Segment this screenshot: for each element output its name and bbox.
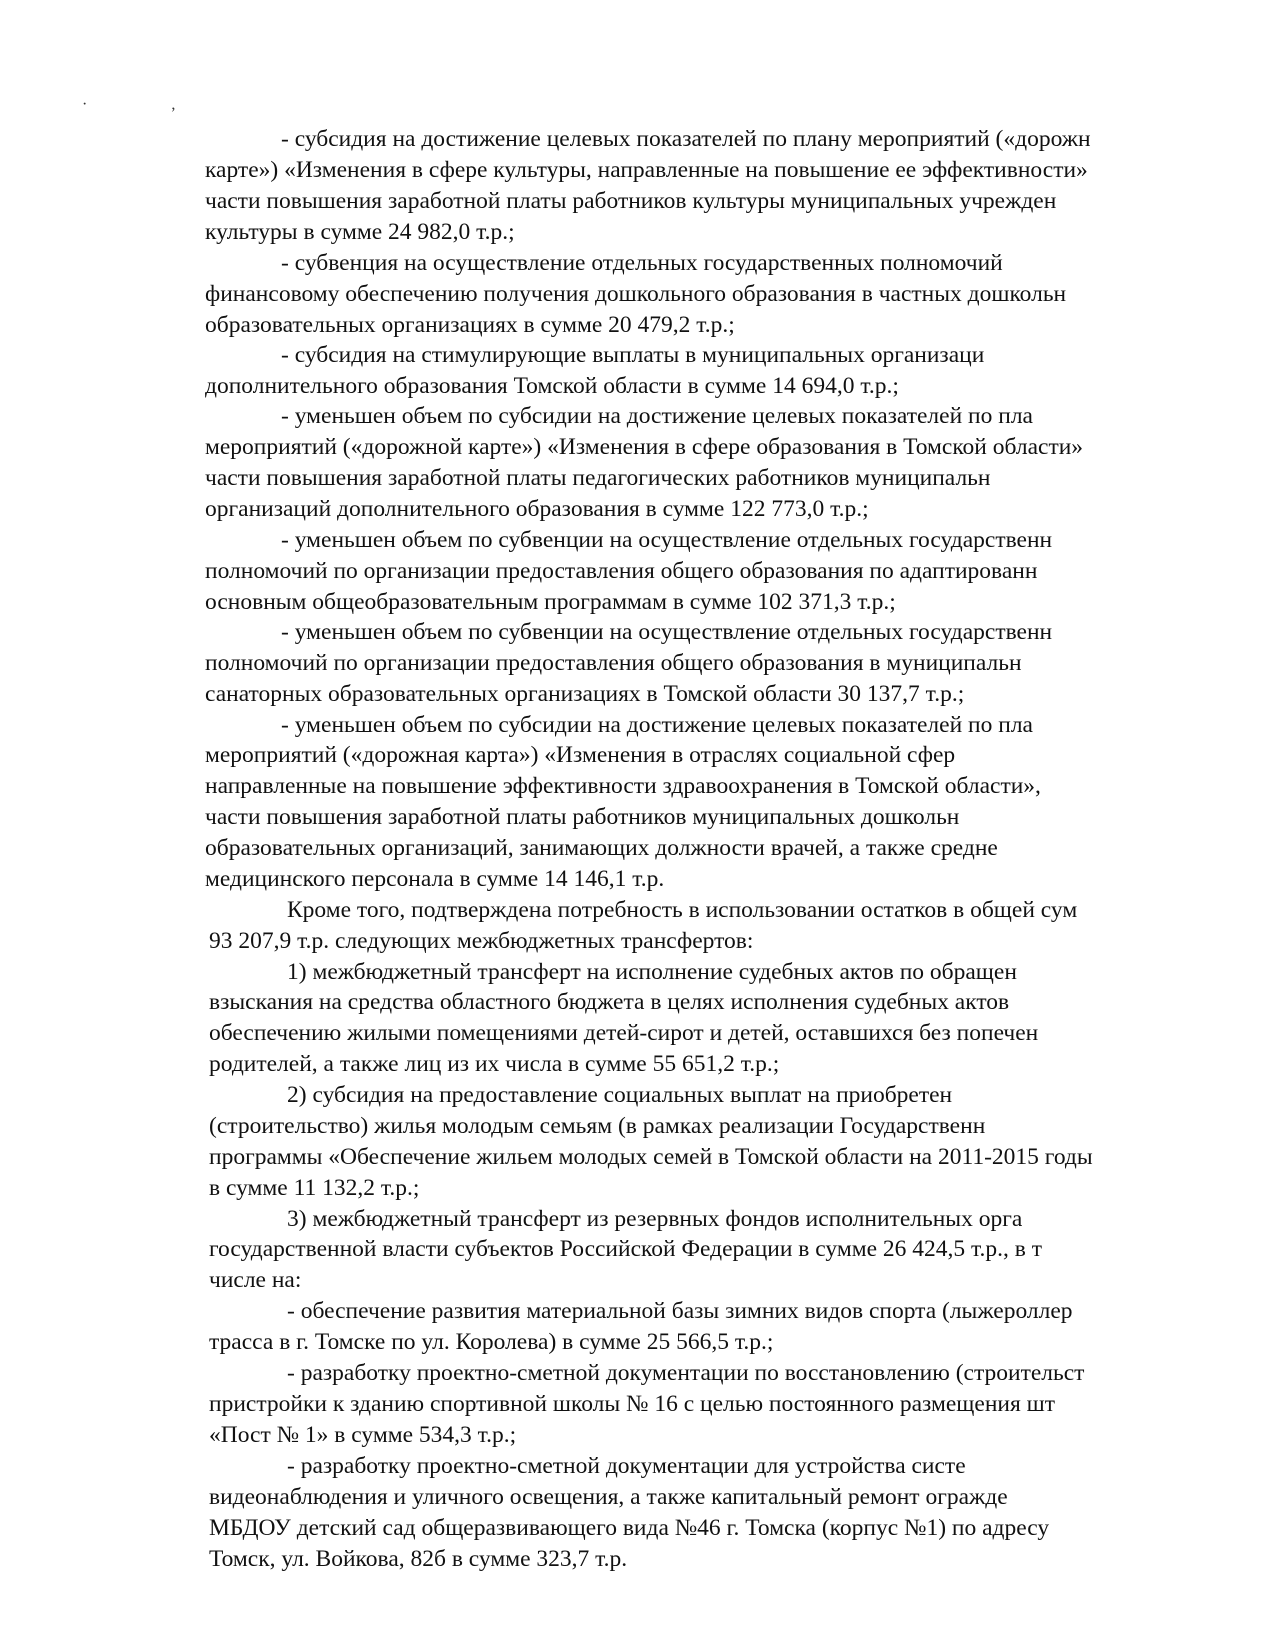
text-line: санаторных образовательных организациях в Томской области 30 137,7 т.р.; (205, 681, 965, 707)
text-line: культуры в сумме 24 982,0 т.р.; (205, 219, 515, 245)
text-line: Кроме того, подтверждена потребность в использовании остатков в общей сум (287, 897, 1078, 923)
text-line: пристройки к зданию спортивной школы № 16 с целью постоянного размещения шт (209, 1391, 1056, 1417)
text-line: взыскания на средства областного бюджета в целях исполнения судебных актов (209, 989, 1010, 1015)
text-line: программы «Обеспечение жильем молодых семей в Томской области на 2011-2015 годы (209, 1144, 1093, 1170)
text-line: 3) межбюджетный трансферт из резервных фондов исполнительных орга (287, 1206, 1023, 1232)
text-line: МБДОУ детский сад общеразвивающего вида №46 г. Томска (корпус №1) по адресу (209, 1515, 1050, 1541)
text-line: части повышения заработной платы работников муниципальных дошкольн (205, 804, 960, 830)
text-line: полномочий по организации предоставления общего образования в муниципальн (205, 650, 1022, 676)
text-line: 2) субсидия на предоставление социальных выплат на приобретен (287, 1082, 953, 1108)
text-line: видеонаблюдения и уличного освещения, а также капитальный ремонт огражде (209, 1484, 1008, 1510)
text-line: образовательных организациях в сумме 20 479,2 т.р.; (205, 312, 735, 338)
text-line: организаций дополнительного образования в сумме 122 773,0 т.р.; (205, 496, 869, 522)
text-line: основным общеобразовательным программам в сумме 102 371,3 т.р.; (205, 589, 896, 615)
text-line: трасса в г. Томске по ул. Королева) в сумме 25 566,5 т.р.; (209, 1329, 774, 1355)
text-line: государственной власти субъектов Российской Федерации в сумме 26 424,5 т.р., в т (209, 1236, 1042, 1262)
text-line: - разработку проектно-сметной документации для устройства систе (287, 1453, 966, 1479)
text-line: - уменьшен объем по субвенции на осуществление отдельных государственн (281, 527, 1053, 553)
text-line: - разработку проектно-сметной документации по восстановлению (строительст (287, 1360, 1085, 1386)
text-line: 1) межбюджетный трансферт на исполнение судебных актов по обращен (287, 959, 1017, 985)
text-line: карте») «Изменения в сфере культуры, направленные на повышение ее эффективности» (205, 157, 1088, 183)
text-line: финансовому обеспечению получения дошкольного образования в частных дошкольн (205, 281, 1067, 307)
text-line: - уменьшен объем по субвенции на осуществление отдельных государственн (281, 619, 1053, 645)
text-line: направленные на повышение эффективности здравоохранения в Томской области», (205, 773, 1041, 799)
text-line: мероприятий («дорожной карте») «Изменения в сфере образования в Томской области» (205, 434, 1084, 460)
text-line: в сумме 11 132,2 т.р.; (209, 1175, 420, 1201)
scan-marks: · , (82, 96, 216, 113)
text-line: - субвенция на осуществление отдельных государственных полномочий (281, 250, 1003, 276)
text-line: дополнительного образования Томской области в сумме 14 694,0 т.р.; (205, 373, 899, 399)
text-line: - обеспечение развития материальной базы зимних видов спорта (лыжероллер (287, 1298, 1073, 1324)
text-line: - уменьшен объем по субсидии на достижение целевых показателей по пла (281, 403, 1033, 429)
text-line: части повышения заработной платы педагогических работников муниципальн (205, 465, 991, 491)
document-page (0, 124, 1275, 1650)
text-line: родителей, а также лиц из их числа в сумме 55 651,2 т.р.; (209, 1051, 780, 1077)
text-line: - субсидия на достижение целевых показателей по плану мероприятий («дорожн (281, 126, 1091, 152)
text-line: мероприятий («дорожная карта») «Изменения в отраслях социальной сфер (205, 742, 956, 768)
text-line: медицинского персонала в сумме 14 146,1 т.р. (205, 866, 665, 892)
text-line: образовательных организаций, занимающих должности врачей, а также средне (205, 835, 998, 861)
text-line: 93 207,9 т.р. следующих межбюджетных трансфертов: (209, 928, 754, 954)
text-line: числе на: (209, 1267, 302, 1293)
text-line: части повышения заработной платы работников культуры муниципальных учрежден (205, 188, 1057, 214)
text-line: - уменьшен объем по субсидии на достижение целевых показателей по пла (281, 712, 1033, 738)
text-line: - субсидия на стимулирующие выплаты в муниципальных организаци (281, 342, 985, 368)
text-line: Томск, ул. Войкова, 82б в сумме 323,7 т.р. (209, 1546, 628, 1572)
text-line: (строительство) жилья молодым семьям (в рамках реализации Государственн (209, 1113, 986, 1139)
text-line: обеспечению жилыми помещениями детей-сирот и детей, оставшихся без попечен (209, 1020, 1039, 1046)
text-line: «Пост № 1» в сумме 534,3 т.р.; (209, 1422, 517, 1448)
text-line: полномочий по организации предоставления общего образования по адаптированн (205, 558, 1038, 584)
